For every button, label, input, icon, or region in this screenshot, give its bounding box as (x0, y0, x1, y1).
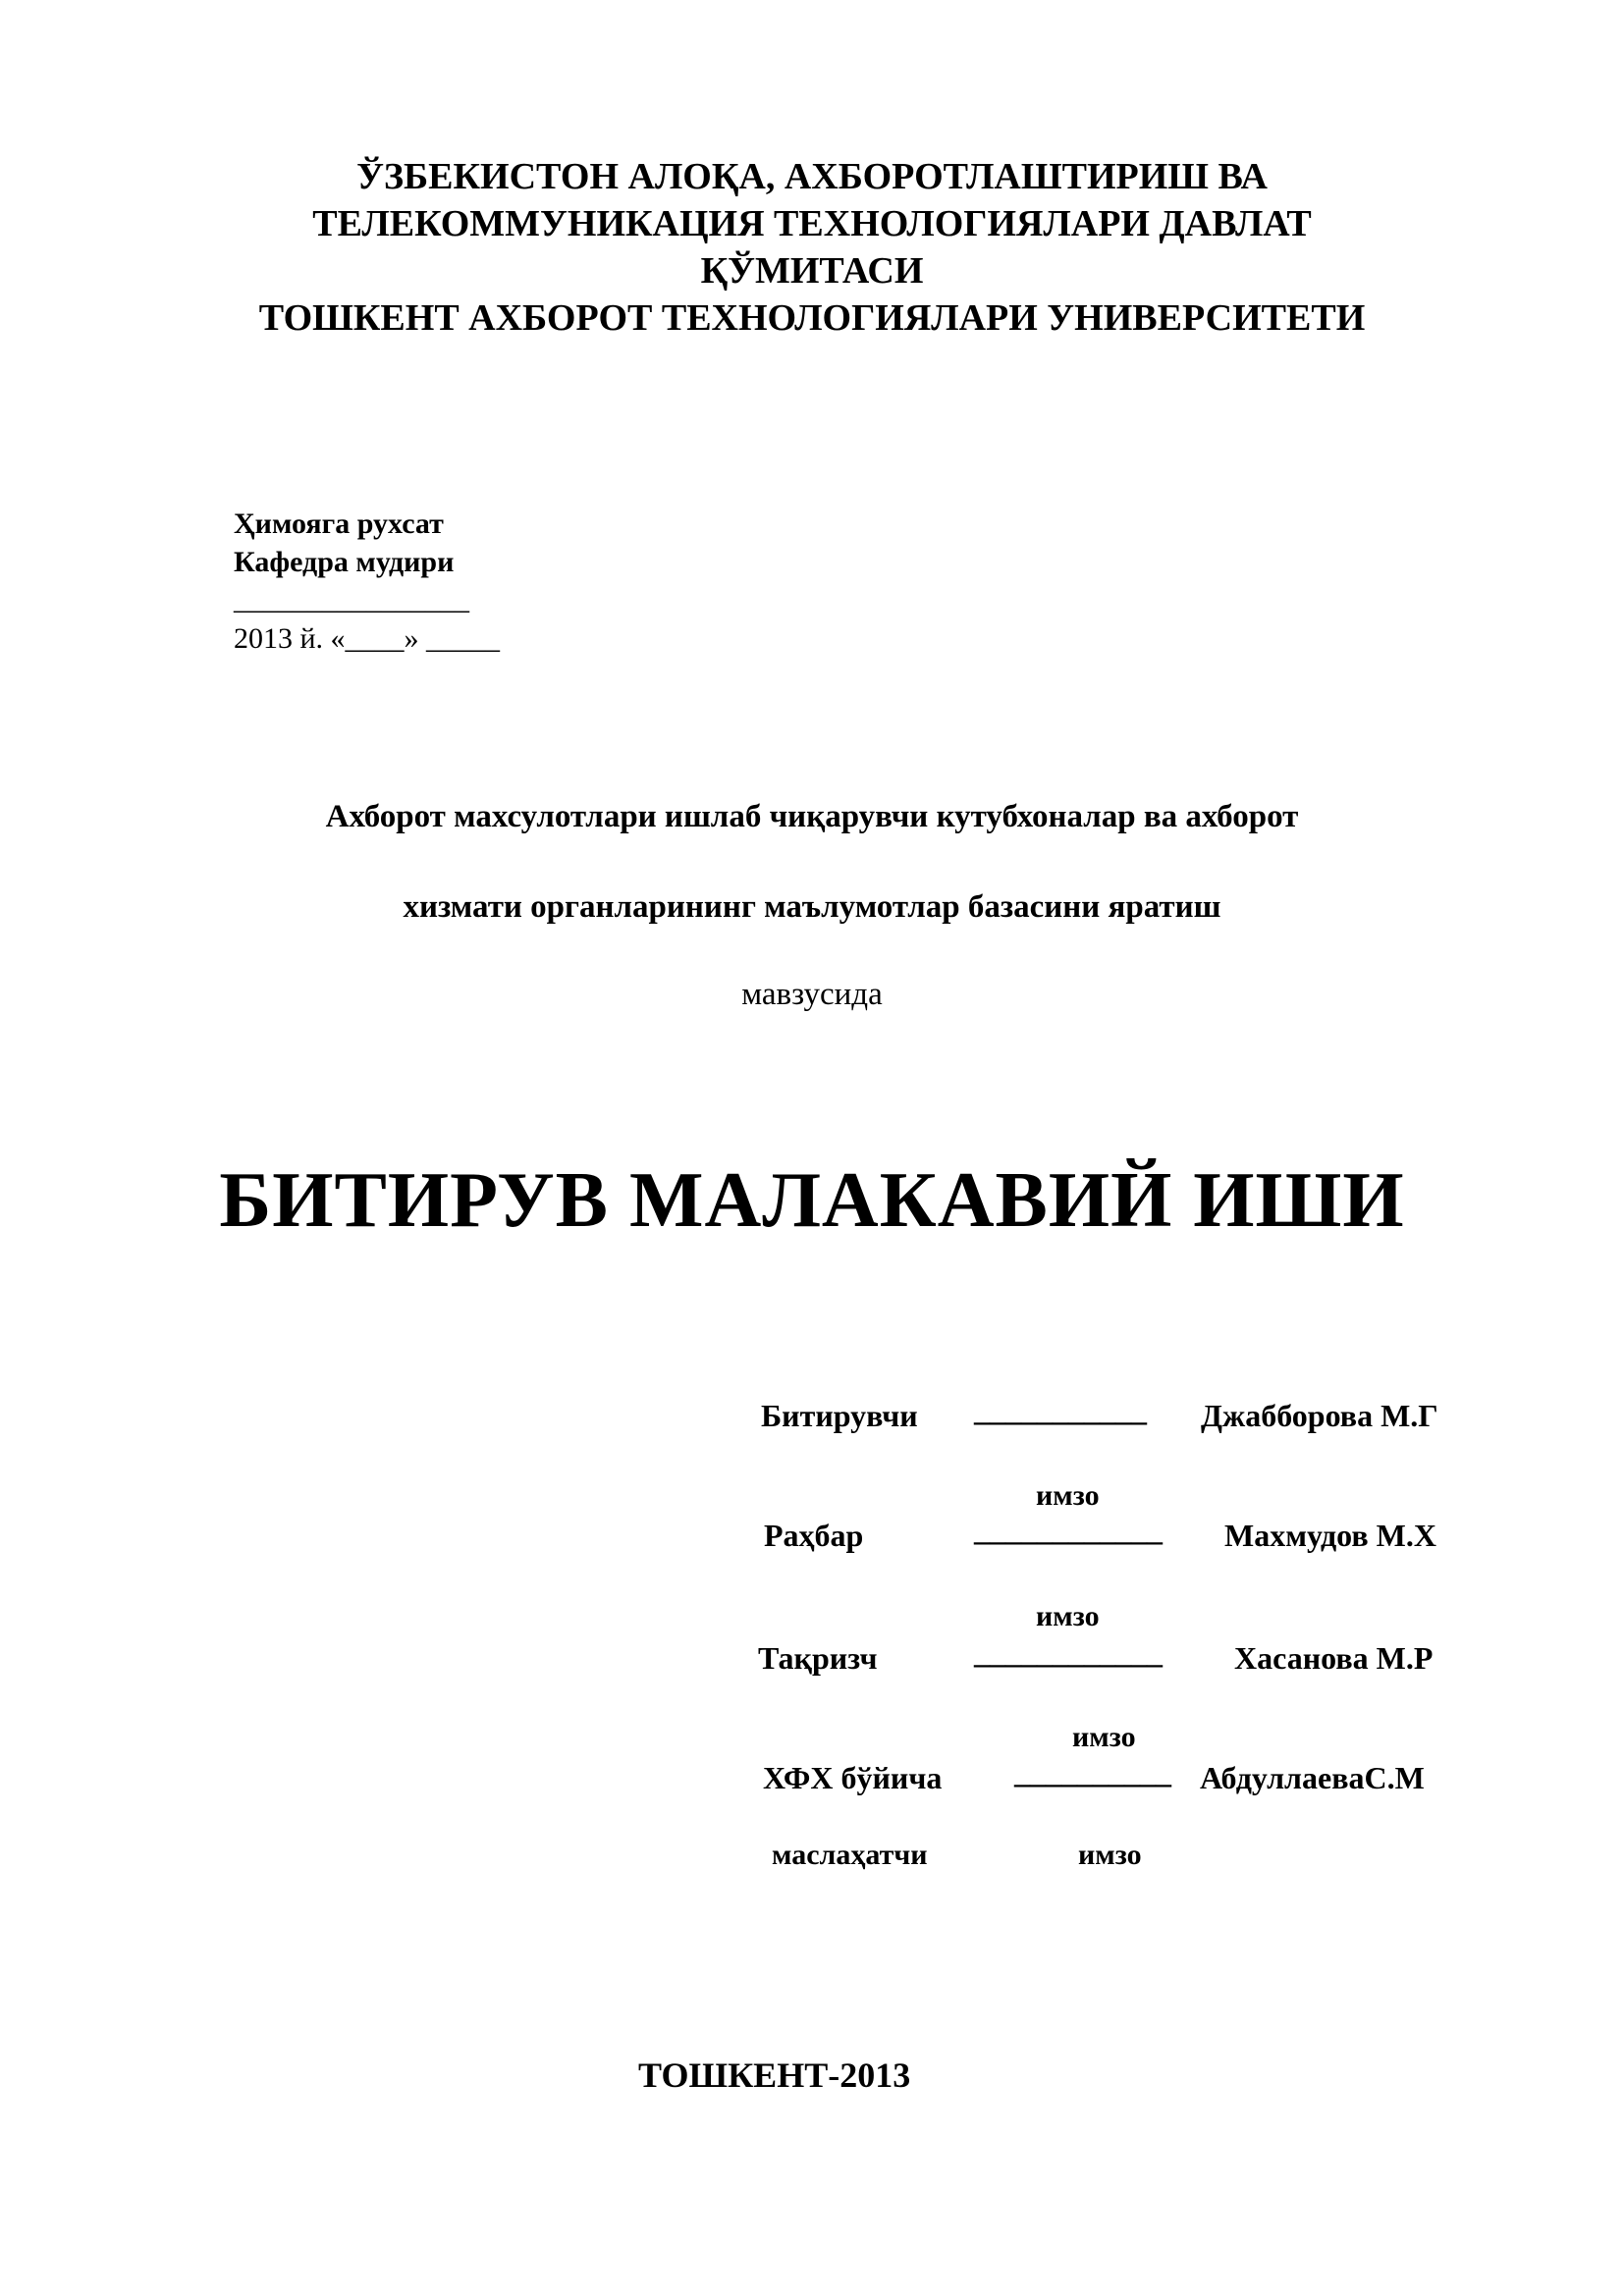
topic-line-1: Ахборот махсулотлари ишлаб чиқарувчи кутубхоналар ва ахборот (325, 799, 1299, 834)
header-line-3: ҚЎМИТАСИ (700, 250, 924, 292)
header-line-1: ЎЗБЕКИСТОН АЛОҚА, АХБОРОТЛАШТИРИШ ВА (356, 156, 1268, 197)
safety-sign-caption: имзо (1078, 1839, 1142, 1871)
graduate-sign-caption: имзо (1036, 1479, 1100, 1512)
safety-role: ХФХ бўйича (763, 1760, 943, 1795)
graduate-name: Джабборова М.Г (1201, 1398, 1438, 1433)
topic-line-2: хизмати органларининг маълумотлар базасини яратиш (403, 889, 1221, 925)
reviewer-sign-caption: имзо (1072, 1721, 1136, 1753)
reviewer-name: Хасанова М.Р (1234, 1640, 1434, 1676)
approval-line-1: Ҳимояга рухсат (234, 507, 444, 540)
safety-signature-line: __________ (1014, 1754, 1171, 1789)
header-line-2: ТЕЛЕКОММУНИКАЦИЯ ТЕХНОЛОГИЯЛАРИ ДАВЛАТ (312, 203, 1312, 244)
supervisor-signature-line: ____________ (974, 1512, 1163, 1547)
footer-city-year: ТОШКЕНТ-2013 (638, 2056, 911, 2095)
approval-date: 2013 й. «____» _____ (234, 622, 501, 655)
topic-suffix: мавзусида (741, 977, 883, 1012)
safety-role-continued: маслаҳатчи (772, 1839, 928, 1871)
approval-line-2: Кафедра мудири (234, 546, 455, 578)
supervisor-sign-caption: имзо (1036, 1600, 1100, 1632)
reviewer-signature-line: ____________ (974, 1634, 1163, 1670)
supervisor-role: Раҳбар (764, 1518, 864, 1553)
graduate-role: Битирувчи (761, 1398, 918, 1433)
supervisor-name: Махмудов М.Х (1224, 1518, 1436, 1553)
approval-signature-line: ________________ (234, 583, 469, 615)
header-line-4: ТОШКЕНТ АХБОРОТ ТЕХНОЛОГИЯЛАРИ УНИВЕРСИТЕТИ (258, 297, 1366, 339)
graduate-signature-line: ___________ (974, 1392, 1147, 1427)
reviewer-role: Тақризч (758, 1640, 878, 1676)
document-title: БИТИРУВ МАЛАКАВИЙ ИШИ (219, 1157, 1405, 1244)
safety-name: АбдуллаеваС.М (1200, 1760, 1425, 1795)
